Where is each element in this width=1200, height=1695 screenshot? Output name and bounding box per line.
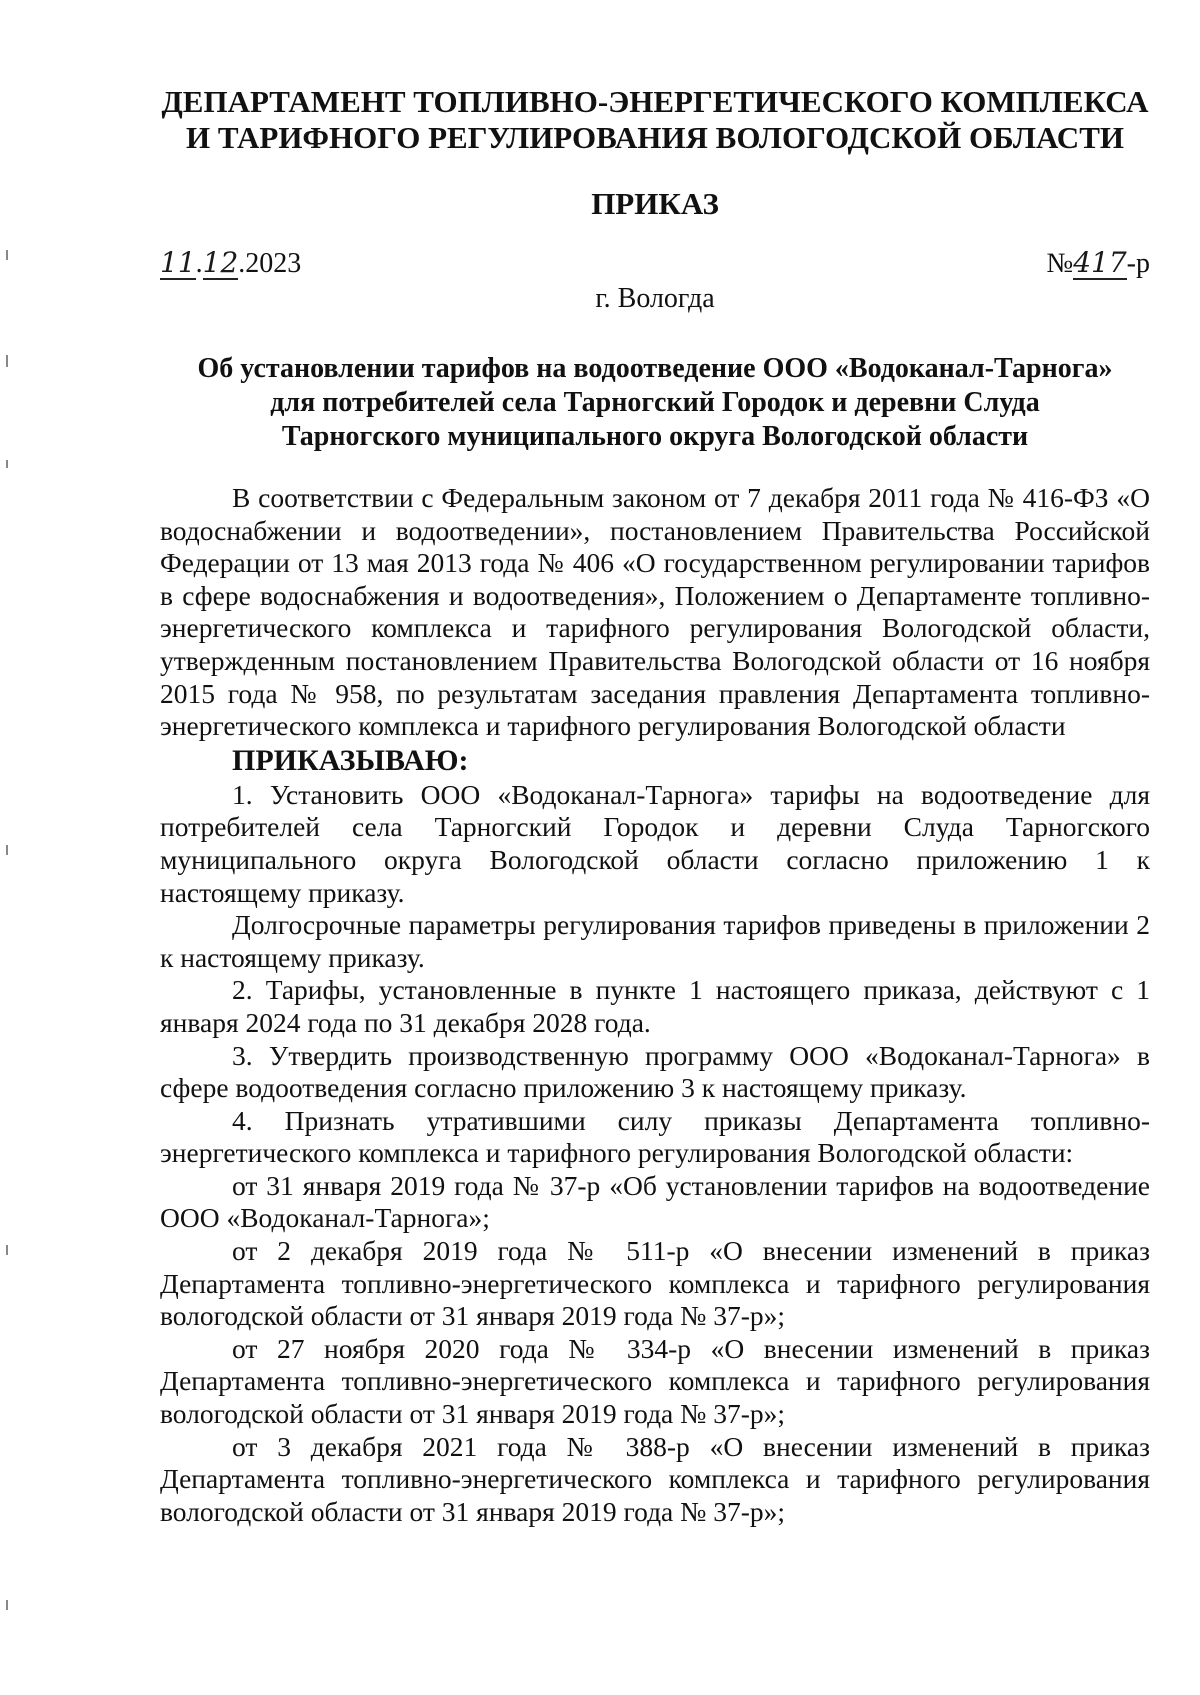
scan-mark	[6, 460, 8, 468]
scan-mark	[6, 845, 8, 855]
item-4-order-3: от 27 ноября 2020 года № 334-р «О внесении изменений в приказ Департамента топливно-энергетического комплекса и тарифного регулирования вологодской области от 31 января 2019 года № 37-р»;	[160, 1332, 1150, 1430]
item-4-order-4: от 3 декабря 2021 года № 388-р «О внесении изменений в приказ Департамента топливно-энергетического комплекса и тарифного регулирования вологодской области от 31 января 2019 года № 37-р»;	[160, 1430, 1150, 1527]
number-sign: №	[1046, 248, 1074, 279]
preamble-paragraph: В соответствии с Федеральным законом от 7 декабря 2011 года № 416-ФЗ «О водоснабжении и водоотведении», постановлением Правительства Российской Федерации от 13 мая 2013 года № 406 «О государственном регулировании тарифов в сфере водоснабжения и водоотведения», Положением о Департаменте топливно-энергетического комплекса и тарифного регулирования Вологодской области, утвержденным постановлением Правительства Вологодской области от 16 ноября 2015 года № 958, по результатам заседания правления Департамента топливно-энергетического комплекса и тарифного регулирования Вологодской области	[160, 482, 1150, 742]
item-4-paragraph: 4. Признать утратившими силу приказы Департамента топливно-энергетического комплекса и тарифного регулирования Вологодской области:	[160, 1104, 1150, 1169]
item-3-paragraph: 3. Утвердить производственную программу ООО «Водоканал-Тарнога» в сфере водоотведения согласно приложению 3 к настоящему приказу.	[160, 1039, 1150, 1104]
department-line-1: ДЕПАРТАМЕНТ ТОПЛИВНО-ЭНЕРГЕТИЧЕСКОГО КОМПЛЕКСА	[161, 84, 1149, 119]
order-keyword: ПРИКАЗЫВАЮ:	[232, 743, 469, 777]
item-4-order-1: от 31 января 2019 года № 37-р «Об установлении тарифов на водоотведение ООО «Водоканал-Тарнога»;	[160, 1169, 1150, 1234]
handwritten-day: 11	[160, 246, 196, 279]
document-type-heading: ПРИКАЗ	[591, 186, 719, 221]
order-subject	[160, 352, 1150, 454]
handwritten-number: 417	[1073, 246, 1127, 279]
subject-line-2: для потребителей села Тарногский Городок и деревни Слуда	[270, 387, 1040, 418]
item-1-paragraph: 1. Установить ООО «Водоканал-Тарнога» тарифы на водоотведение для потребителей села Тарногский Городок и деревни Слуда Тарногского муниципального округа Вологодской области согласно приложению 1 к настоящему приказу.	[160, 778, 1150, 908]
item-4-order-2: от 2 декабря 2019 года № 511-р «О внесении изменений в приказ Департамента топливно-энергетического комплекса и тарифного регулирования вологодской области от 31 января 2019 года № 37-р»;	[160, 1235, 1150, 1332]
department-heading	[160, 84, 1150, 156]
handwritten-month: 12	[202, 246, 239, 279]
number-suffix: -р	[1126, 248, 1150, 279]
scan-mark	[6, 355, 8, 367]
item-1-parameters-paragraph: Долгосрочные параметры регулирования тарифов приведены в приложении 2 к настоящему приказу.	[160, 909, 1150, 973]
item-2-paragraph: 2. Тарифы, установленные в пункте 1 настоящего приказа, действуют с 1 января 2024 года по 31 декабря 2028 года.	[160, 974, 1150, 1038]
subject-line-1: Об установлении тарифов на водоотведение ООО «Водоканал-Тарнога»	[197, 353, 1113, 384]
date-number-row	[160, 248, 1150, 288]
scan-mark	[6, 1600, 8, 1610]
order-body	[160, 482, 1150, 1528]
city-line: г. Вологда	[595, 283, 715, 314]
department-line-2: И ТАРИФНОГО РЕГУЛИРОВАНИЯ ВОЛОГОДСКОЙ ОБЛАСТИ	[186, 120, 1124, 155]
date-separator: .	[195, 248, 203, 279]
order-number	[1047, 248, 1151, 280]
scan-mark	[6, 250, 8, 260]
subject-line-3: Тарногского муниципального округа Вологодской области	[281, 421, 1029, 452]
scan-mark	[6, 1245, 8, 1255]
date-year: .2023	[238, 248, 302, 279]
order-date	[160, 248, 301, 280]
